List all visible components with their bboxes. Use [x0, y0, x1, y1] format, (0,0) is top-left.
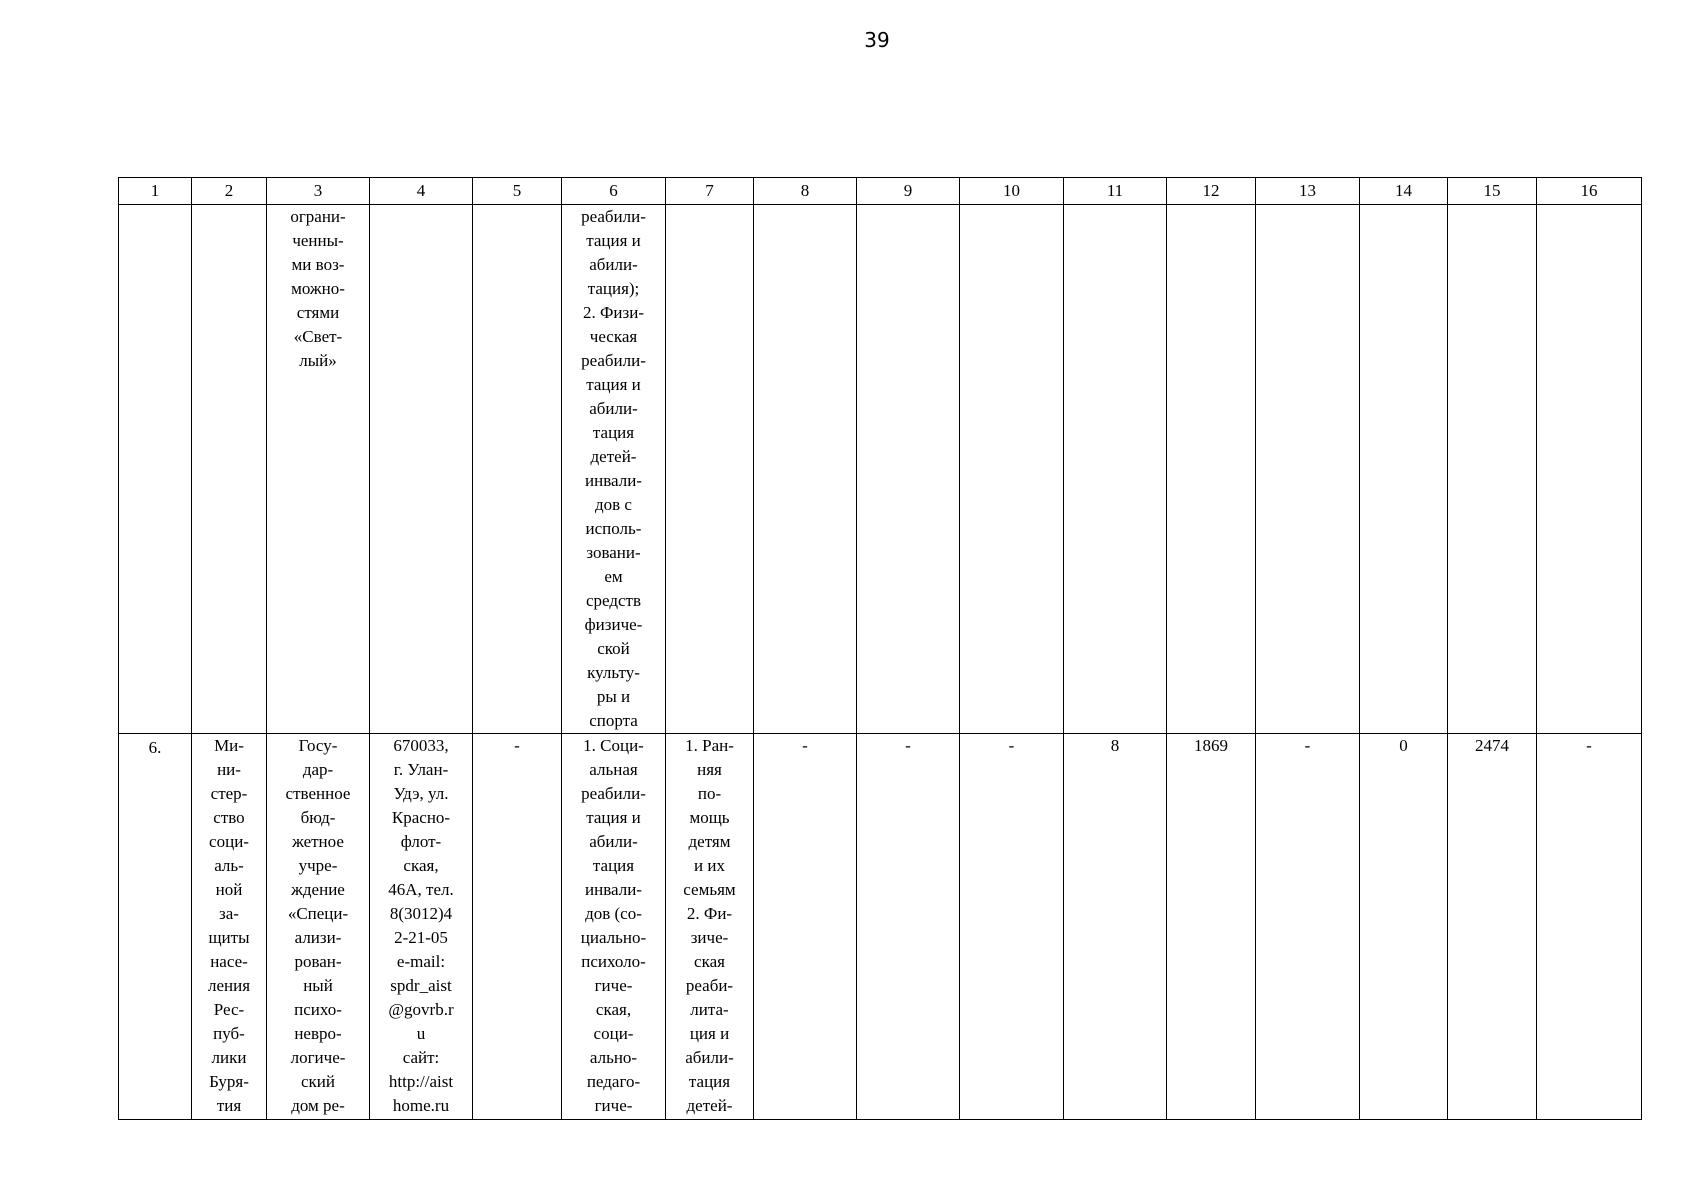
table-cell — [1360, 734, 1448, 1120]
table-cell — [1256, 205, 1360, 734]
cell-text: 1869 — [1194, 736, 1228, 755]
row-number-cell: 6. — [148, 738, 162, 757]
column-header: 7 — [666, 178, 754, 205]
column-header: 15 — [1448, 178, 1537, 205]
table-cell — [1448, 205, 1537, 734]
table-cell — [1360, 205, 1448, 734]
table-cell — [857, 205, 960, 734]
cell-text: 8 — [1110, 736, 1120, 755]
table-cell — [960, 205, 1064, 734]
table-cell — [754, 205, 857, 734]
table-cell — [119, 205, 192, 734]
header-row — [119, 178, 1642, 205]
table-cell — [1064, 205, 1167, 734]
services-cell: реабили- тация и абили- тация); 2. Физи- ческая реабили- тация и абили- тация детей- инвали- дов с исполь- зовани- ем средств физиче- ской культу- ры и спорта — [581, 207, 646, 730]
table-cell — [370, 734, 473, 1120]
table-cell — [960, 734, 1064, 1120]
institution-name-cell: Госу- дар- ственное бюд- жетное учре- ждение «Специ- ализи- рован- ный психо- невро- логиче- ский дом ре- — [285, 736, 351, 1115]
table-cell — [267, 205, 370, 734]
table-cell — [370, 205, 473, 734]
cell-text: - — [1304, 736, 1311, 755]
column-header: 6 — [562, 178, 666, 205]
table-cell — [473, 734, 562, 1120]
column-header: 13 — [1256, 178, 1360, 205]
column-header: 2 — [192, 178, 267, 205]
column-header: 8 — [754, 178, 857, 205]
table-cell — [562, 734, 666, 1120]
table-cell — [666, 205, 754, 734]
table-cell — [1537, 205, 1642, 734]
cell-text: - — [802, 736, 808, 755]
table-cell — [192, 205, 267, 734]
table-cell — [473, 205, 562, 734]
table-cell — [192, 734, 267, 1120]
services-cell: 1. Ран- няя по- мощь детям и их семьям 2. Фи- зиче- ская реаби- лита- ция и абили- тация детей- — [683, 736, 736, 1115]
table-cell — [1448, 734, 1537, 1120]
table-cell — [267, 734, 370, 1120]
cell-text: - — [905, 736, 911, 755]
cell-text: - — [1586, 736, 1592, 755]
table-row-6 — [119, 734, 1642, 1120]
cell-text: 2474 — [1475, 736, 1509, 755]
column-header: 5 — [473, 178, 562, 205]
column-header: 11 — [1064, 178, 1167, 205]
table-cell — [857, 734, 960, 1120]
column-header: 9 — [857, 178, 960, 205]
cell-text: - — [1008, 736, 1015, 755]
cell-text: - — [514, 736, 520, 755]
table-cell — [666, 734, 754, 1120]
table-cell — [1256, 734, 1360, 1120]
column-header: 3 — [267, 178, 370, 205]
ministry-cell: Ми- ни- стер- ство соци- аль- ной за- щиты насе- ления Рес- пуб- лики Буря- тия — [207, 736, 251, 1115]
cell-text: 0 — [1399, 736, 1408, 755]
table-row-continuation — [119, 205, 1642, 734]
column-header: 4 — [370, 178, 473, 205]
table-cell — [1167, 205, 1256, 734]
address-cell: 670033, г. Улан- Удэ, ул. Красно- флот- ская, 46А, тел. 8(3012)4 2-21-05 e-mail: spdr_aist @govrb.r u сайт: http://aist home.ru — [388, 736, 454, 1115]
table-cell — [562, 205, 666, 734]
column-header: 1 — [119, 178, 192, 205]
table-cell — [1167, 734, 1256, 1120]
column-header: 14 — [1360, 178, 1448, 205]
column-header: 12 — [1167, 178, 1256, 205]
services-cell: 1. Соци- альная реабили- тация и абили- тация инвали- дов (со- циально- психоло- гиче- ская, соци- ально- педаго- гиче- — [580, 736, 647, 1115]
table-cell — [754, 734, 857, 1120]
table-cell — [119, 734, 192, 1120]
column-header: 10 — [960, 178, 1064, 205]
column-header: 16 — [1537, 178, 1642, 205]
table-cell — [1064, 734, 1167, 1120]
institution-name-cell: ограни- ченны- ми воз- можно- стями «Свет- лый» — [290, 207, 346, 370]
page-number: 39 — [864, 28, 890, 52]
table-cell — [1537, 734, 1642, 1120]
registry-table — [118, 177, 1642, 1120]
